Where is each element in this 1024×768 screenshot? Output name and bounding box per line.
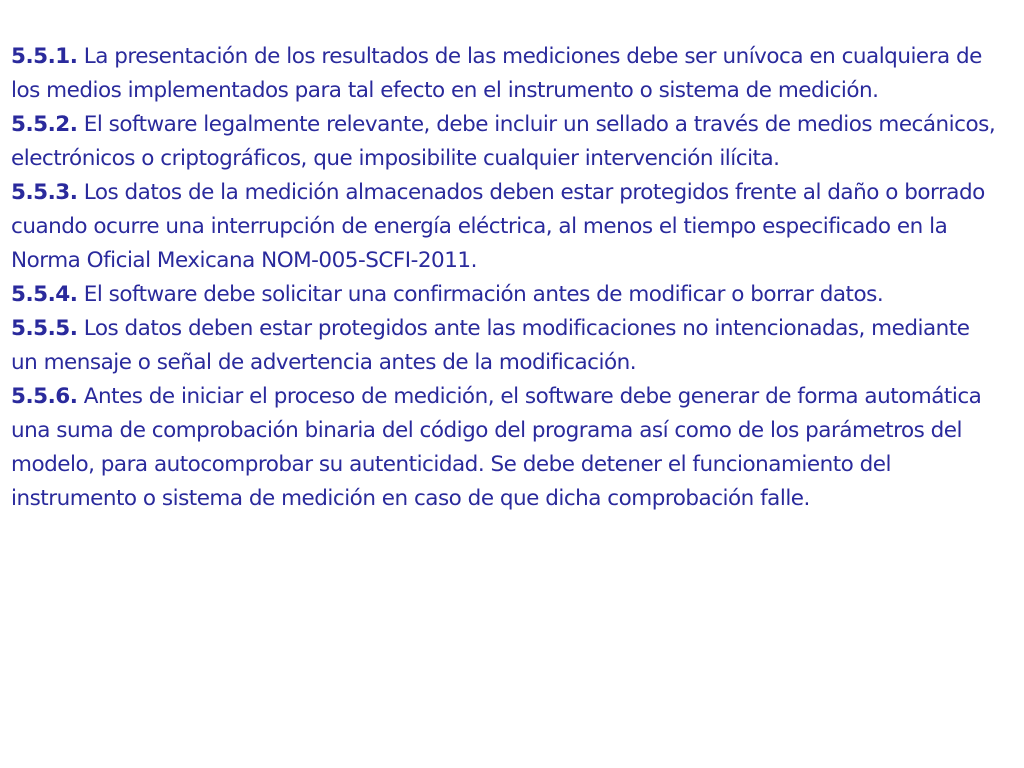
- slide-body: [11, 40, 996, 516]
- paragraph-text: Los datos de la medición almacenados deben estar protegidos frente al daño o borrado cuando ocurre una interrupción de energía eléctrica, al menos el tiempo especificado en la Norma Oficial Mexicana NOM-005-SCFI-2011.: [11, 180, 985, 273]
- paragraph-5-5-6: [11, 380, 996, 516]
- paragraph-text: Los datos deben estar protegidos ante las modificaciones no intencionadas, mediante un mensaje o señal de advertencia antes de la modificación.: [11, 316, 970, 375]
- paragraph-5-5-3: [11, 176, 996, 278]
- paragraph-text: El software debe solicitar una confirmación antes de modificar o borrar datos.: [83, 282, 884, 307]
- paragraph-5-5-5: [11, 312, 996, 380]
- paragraph-number: 5.5.6.: [11, 384, 78, 409]
- paragraph-5-5-2: [11, 108, 996, 176]
- paragraph-number: 5.5.5.: [11, 316, 78, 341]
- paragraph-5-5-4: [11, 278, 996, 312]
- paragraph-text: El software legalmente relevante, debe incluir un sellado a través de medios mecánicos, electrónicos o criptográficos, que imposibilite cualquier intervención ilícita.: [11, 112, 996, 171]
- paragraph-number: 5.5.2.: [11, 112, 78, 137]
- paragraph-number: 5.5.4.: [11, 282, 78, 307]
- paragraph-text: Antes de iniciar el proceso de medición, el software debe generar de forma automática una suma de comprobación binaria del código del programa así como de los parámetros del modelo, para autocomprobar su autenticidad. Se debe detener el funcionamiento del instrumento o sistema de medición en caso de que dicha comprobación falle.: [11, 384, 982, 511]
- paragraph-number: 5.5.3.: [11, 180, 78, 205]
- paragraph-5-5-1: [11, 40, 996, 108]
- paragraph-number: 5.5.1.: [11, 44, 78, 69]
- paragraph-text: La presentación de los resultados de las mediciones debe ser unívoca en cualquiera de los medios implementados para tal efecto en el instrumento o sistema de medición.: [11, 44, 982, 103]
